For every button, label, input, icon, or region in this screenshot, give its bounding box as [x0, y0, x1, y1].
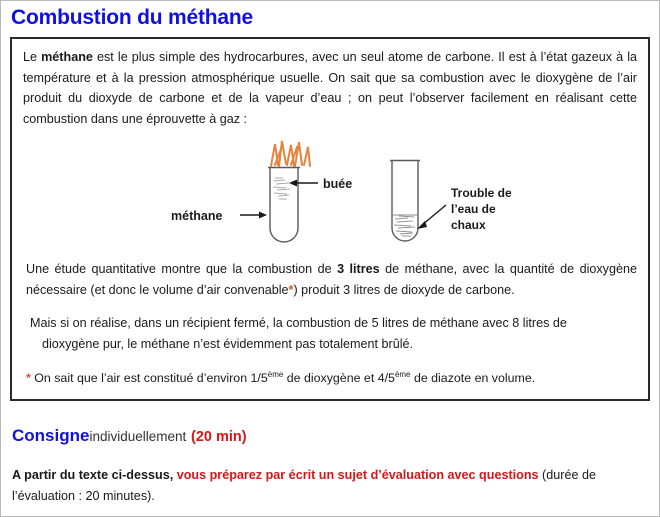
intro-rest: est le plus simple des hydrocarbures, avec un seul atome de carbone. Il est à l’état gazeux à la température et à la pression atmosphérique usuelle. On sait que sa combustion avec le dioxygène de l’air produit du dioxyde de carbone et de la vapeur d’eau ; on peut l’observer facilement en réalisant cette combustion dans une éprouvette à gaz :: [23, 50, 637, 126]
trouble-label-line1: Trouble de: [451, 186, 512, 200]
methane-arrow: [240, 212, 267, 219]
buee-label: buée: [323, 177, 353, 191]
footnote-paragraph: [23, 368, 637, 389]
consigne-body-highlight: vous préparez par écrit un sujet d’évaluation avec questions: [173, 468, 539, 482]
test-tubes-diagram: [23, 135, 660, 253]
intro-lead: Le: [23, 50, 42, 64]
closed-vessel-paragraph: [23, 313, 637, 354]
footnote-sup-1: ème: [267, 369, 284, 379]
methane-label: méthane: [171, 209, 223, 223]
right-test-tube: [392, 160, 418, 241]
intro-paragraph: [23, 47, 637, 129]
closed-line1: Mais si on réalise, dans un récipient fermé, la combustion de 5 litres de méthane avec 8 litres de: [30, 316, 567, 330]
consigne-heading: [12, 425, 642, 448]
consigne-duration-badge: (20 min): [191, 429, 247, 445]
consigne-mode: individuellement: [89, 429, 187, 444]
quant-part3: ) produit 3 litres de dioxyde de carbone.: [293, 282, 515, 297]
title-bar: [1, 1, 659, 33]
trouble-label-line3: chaux: [451, 218, 486, 232]
quant-part1: Une étude quantitative montre que la combustion de: [26, 262, 338, 276]
closed-line2: dioxygène pur, le méthane n’est évidemment pas totalement brûlé.: [42, 336, 414, 351]
consigne-body-tail: (durée de l’évaluation : 20 minutes).: [12, 468, 596, 503]
consigne-body-bold: A partir du texte ci-dessus,: [12, 468, 174, 482]
quant-part2: de méthane, avec la quantité de dioxygène nécessaire (et donc le volume d’air convenable: [26, 262, 637, 297]
consigne-body: [12, 465, 642, 506]
footnote-part1: On sait que l’air est constitué d’environ 1/5: [30, 371, 268, 385]
experiment-figure: [23, 135, 637, 253]
flame-icon: [271, 141, 310, 166]
footnote-part3: de diazote en volume.: [410, 371, 536, 385]
trouble-label-line2: l’eau de: [451, 202, 496, 216]
footnote-sup-2: ème: [394, 369, 411, 379]
footnote-asterisk-ref: *: [288, 282, 294, 297]
lesson-content-box: [10, 37, 650, 401]
consigne-title: Consigne: [12, 426, 90, 445]
consigne-section: [12, 425, 642, 506]
left-test-tube: [270, 167, 298, 242]
quant-bold-volume: 3 litres: [337, 262, 380, 276]
footnote-part2: de dioxygène et 4/5: [283, 371, 395, 385]
page-title: Combustion du méthane: [11, 6, 253, 29]
quantitative-paragraph: [23, 259, 637, 300]
intro-bold-term: méthane: [41, 50, 93, 64]
footnote-marker: *: [26, 371, 31, 385]
trouble-arrow: [417, 205, 446, 229]
